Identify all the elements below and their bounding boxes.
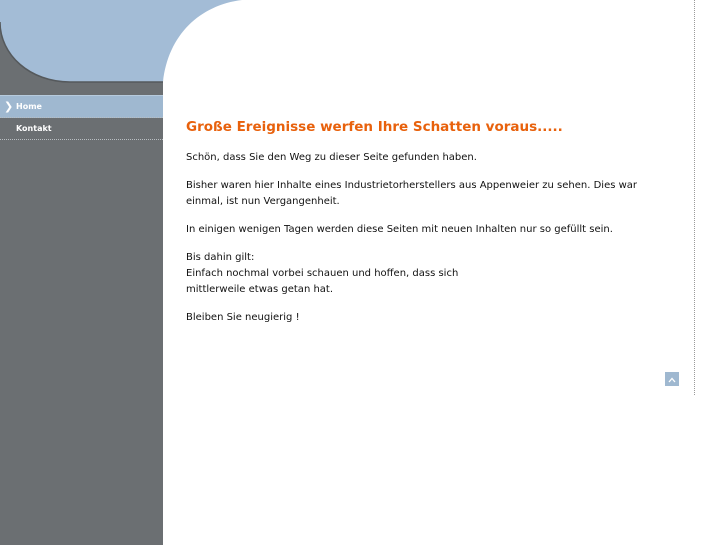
content-divider	[694, 0, 695, 395]
nav-item-kontakt[interactable]	[0, 118, 163, 140]
header-decoration	[0, 0, 260, 100]
nav-item-home[interactable]	[0, 95, 163, 118]
nav-item-label: Kontakt	[16, 124, 52, 133]
paragraph-announcement: In einigen wenigen Tagen werden diese Seiten mit neuen Inhalten nur so gefüllt sein.	[186, 224, 613, 235]
nav-item-label: Home	[16, 102, 42, 111]
main-content	[186, 118, 666, 338]
chevron-right-icon: ❯	[4, 100, 14, 113]
sidebar	[0, 95, 163, 545]
paragraph-closing: Bleiben Sie neugierig !	[186, 312, 300, 323]
paragraph-until-then: Bis dahin gilt: Einfach nochmal vorbei schauen und hoffen, dass sich mittlerweile etwas getan hat.	[186, 252, 459, 295]
page-heading: Große Ereignisse werfen Ihre Schatten voraus.....	[186, 119, 563, 135]
arrow-up-icon	[665, 373, 679, 387]
paragraph-history: Bisher waren hier Inhalte eines Industrietorherstellers aus Appenweier zu sehen. Dies war einmal, ist nun Vergangenheit.	[186, 180, 638, 207]
back-to-top-button[interactable]	[665, 372, 679, 386]
paragraph-welcome: Schön, dass Sie den Weg zu dieser Seite gefunden haben.	[186, 152, 477, 163]
